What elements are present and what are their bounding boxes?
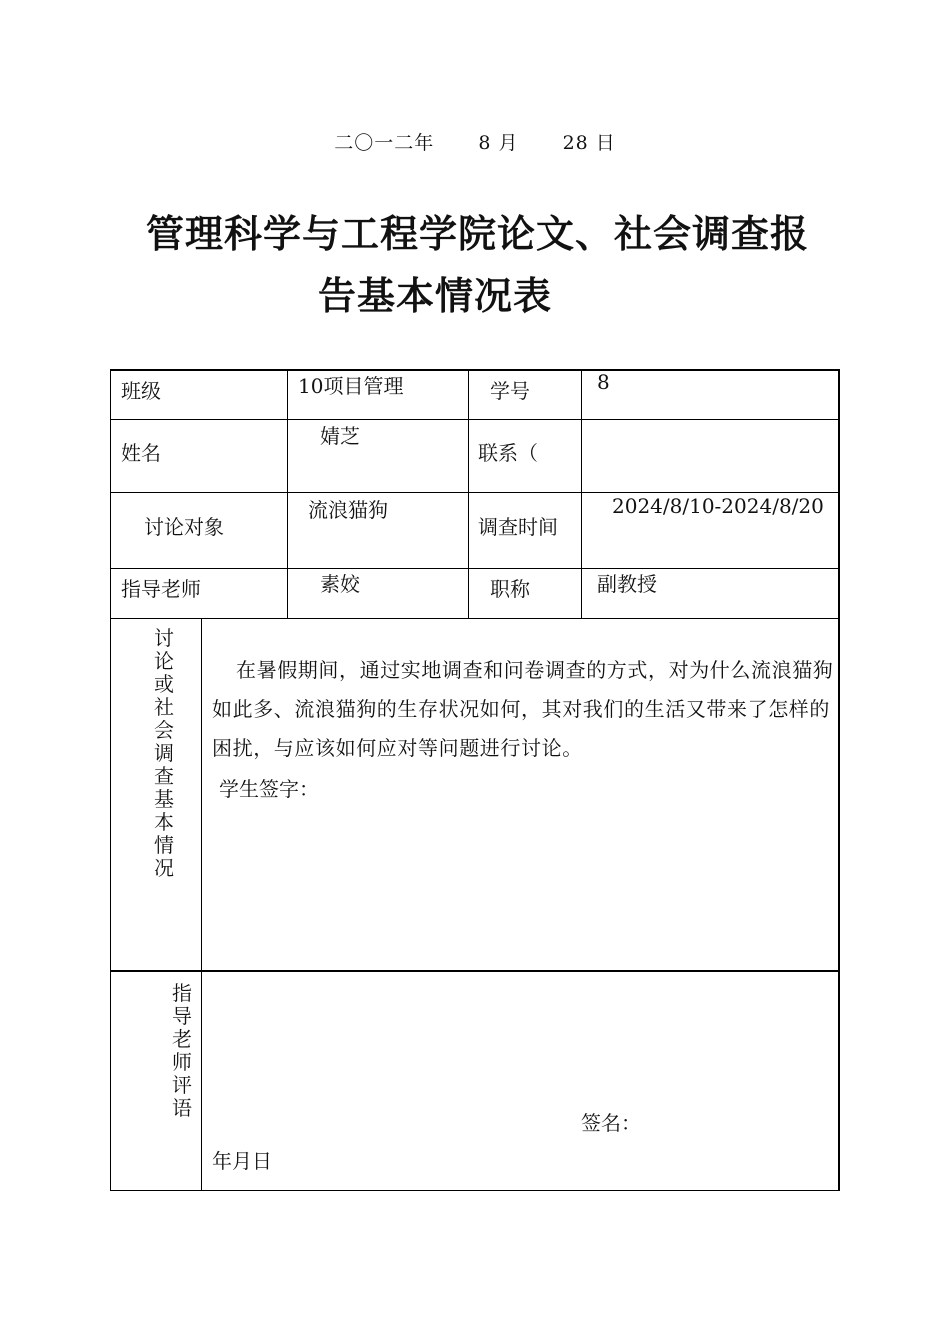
row-divider-3 — [110, 568, 840, 569]
survey-time-label: 调查时间 — [478, 515, 558, 539]
table-border-left — [110, 369, 111, 1191]
table-border-bottom — [110, 1190, 840, 1191]
contact-label: 联系（ — [478, 441, 538, 465]
advisor-signature-label: 签名： — [581, 1111, 641, 1135]
report-date — [0, 128, 950, 155]
name-value: 婧芝 — [320, 424, 360, 448]
col-divider-label — [201, 618, 202, 1191]
survey-time-value: 2024/8/10-2024/8/20 — [612, 494, 824, 518]
title-value: 副教授 — [597, 572, 657, 596]
page-title-line1: 管理科学与工程学院论文、社会调查报 — [146, 212, 810, 256]
situation-label: 讨论或社会调查基本情况 — [154, 626, 174, 880]
date-day: 28 日 — [562, 132, 616, 154]
topic-value: 流浪猫狗 — [308, 498, 388, 522]
name-label: 姓名 — [121, 441, 161, 465]
col-divider-2 — [468, 369, 469, 619]
row-divider-1 — [110, 419, 840, 420]
class-value: 10项目管理 — [298, 374, 404, 398]
row-divider-5 — [110, 970, 840, 972]
student-id-label: 学号 — [490, 379, 530, 403]
advisor-comments-label: 指导老师评语 — [172, 981, 192, 1120]
title-label: 职称 — [490, 577, 530, 601]
comment-date-label: 年月日 — [212, 1149, 272, 1173]
col-divider-3 — [581, 369, 582, 619]
col-divider-1 — [287, 369, 288, 619]
situation-content-block — [212, 651, 840, 768]
date-month: 8 月 — [478, 132, 519, 154]
table-border-right — [838, 369, 840, 1191]
advisor-label: 指导老师 — [121, 577, 201, 601]
student-signature-label: 学生签字： — [219, 777, 319, 801]
row-divider-2 — [110, 492, 840, 493]
date-year: 二〇一二年 — [334, 132, 435, 154]
page-title-line2: 告基本情况表 — [318, 274, 553, 318]
student-id-value: 8 — [597, 370, 610, 394]
row-divider-4 — [110, 618, 840, 619]
topic-label: 讨论对象 — [144, 515, 224, 539]
advisor-value: 素姣 — [320, 572, 360, 596]
class-label: 班级 — [121, 379, 161, 403]
situation-content: 在暑假期间，通过实地调查和问卷调查的方式，对为什么流浪猫狗如此多、流浪猫狗的生存状况如何，其对我们的生活又带来了怎样的困扰，与应该如何应对等问题进行讨论。 — [212, 658, 834, 760]
table-border-top — [110, 369, 840, 371]
